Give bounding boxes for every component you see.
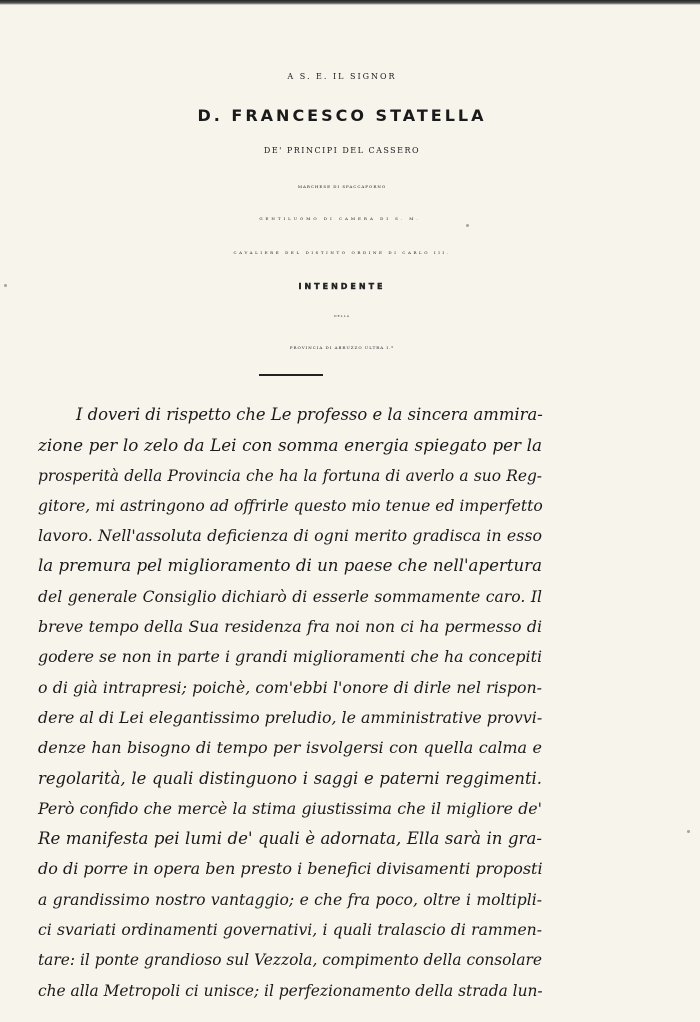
text-line: breve tempo della Sua residenza fra noi non ci ha permesso di	[38, 617, 542, 637]
paper-speck	[4, 284, 7, 287]
paper-speck	[466, 224, 469, 227]
dedication-line-1: A S. E. IL SIGNOR	[287, 72, 397, 81]
text-line: zione per lo zelo da Lei con somma energia spiegato per la	[38, 435, 542, 456]
text-line: lavoro. Nell'assoluta deficienza di ogni merito gradisca in esso	[38, 526, 542, 546]
text-line: do di porre in opera ben presto i benefici divisamenti proposti	[38, 859, 543, 879]
text-line: a grandissimo nostro vantaggio; e che fra poco, oltre i moltipli-	[38, 890, 542, 909]
text-line: denze han bisogno di tempo per isvolgersi con quella calma e	[38, 738, 542, 758]
text-line: dere al di Lei elegantissimo preludio, le amministrative provvi-	[38, 707, 543, 727]
dedication-line-6: CAVALIERE DEL DISTINTO ORDINE DI CARLO III.	[233, 250, 451, 255]
text-line: I doveri di rispetto che Le professo e la sincera ammira-	[76, 405, 543, 424]
text-line: del generale Consiglio dichiarò di esserle sommamente caro. Il	[38, 587, 542, 606]
text-line: la premura pel miglioramento di un paese che nell'apertura	[38, 556, 542, 576]
text-line: godere se non in parte i grandi miglioramenti che ha concepiti	[38, 647, 542, 667]
paper-speck	[687, 830, 690, 833]
separator-rule	[259, 374, 323, 376]
dedication-line-4: MARCHESE DI SPACCAFORNO	[297, 184, 387, 189]
text-line: prosperità della Provincia che ha la fortuna di averlo a suo Reg-	[38, 466, 542, 485]
dedication-line-9: PROVINCIA DI ABRUZZO ULTRA I.º	[289, 345, 395, 350]
text-line: regolarità, le quali distinguono i saggi e paterni reggimenti.	[38, 768, 542, 788]
text-line: ci svariati ordinamenti governativi, i quali tralascio di rammen-	[38, 921, 542, 940]
dedication-line-3: DE' PRINCIPI DEL CASSERO	[263, 146, 421, 155]
dedication-letter	[38, 400, 542, 1006]
text-line: o di già intrapresi; poichè, com'ebbi l'onore di dirle nel rispon-	[38, 677, 542, 697]
page-top-edge	[0, 0, 700, 5]
dedication-line-5: GENTILUOMO DI CAMERA DI S. M.	[259, 216, 421, 221]
dedication-title-intendente: INTENDENTE	[298, 282, 386, 291]
text-line: tare: il ponte grandioso sul Vezzola, compimento della consolare	[38, 951, 542, 970]
dedication-line-8: DELLA	[334, 314, 350, 318]
text-line: Però confido che mercè la stima giustissima che il migliore de'	[38, 798, 542, 818]
text-line: Re manifesta pei lumi de' quali è adornata, Ella sarà in gra-	[38, 829, 542, 849]
text-line: che alla Metropoli ci unisce; il perfezionamento della strada lun-	[38, 981, 543, 1000]
dedication-name: D. FRANCESCO STATELLA	[197, 106, 487, 125]
text-line: gitore, mi astringono ad offrirle questo mio tenue ed imperfetto	[38, 496, 543, 515]
